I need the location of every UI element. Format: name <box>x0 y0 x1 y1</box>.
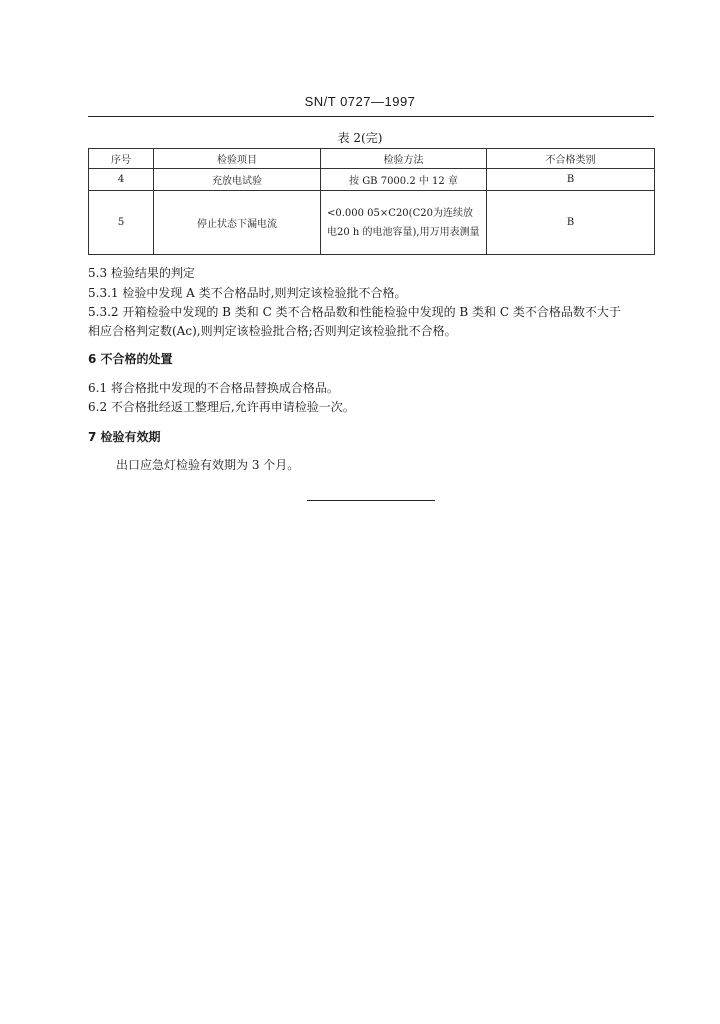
col-header-no: 序号 <box>89 149 154 169</box>
col-header-category: 不合格类别 <box>487 149 655 169</box>
clause-5-3-2-line1: 5.3.2 开箱检验中发现的 B 类和 C 类不合格品数和性能检验中发现的 B 类和 C 类不合格品数不大于 <box>88 305 621 319</box>
table-caption: 表 2(完) <box>337 131 383 145</box>
section-7-text: 出口应急灯检验有效期为 3 个月。 <box>116 458 300 472</box>
table-row <box>89 169 655 191</box>
table-header-row <box>89 149 655 169</box>
cell-no: 5 <box>89 191 154 255</box>
cell-method: 按 GB 7000.2 中 12 章 <box>321 169 487 191</box>
clause-6-2: 6.2 不合格批经返工整理后,允许再申请检验一次。 <box>88 400 355 414</box>
cell-no: 4 <box>89 169 154 191</box>
cell-item: 停止状态下漏电流 <box>154 191 321 255</box>
section-7-heading: 7 检验有效期 <box>88 430 161 444</box>
cell-method: <0.000 05×C20(C20为连续放电20 h 的电池容量),用万用表测量 <box>321 191 487 255</box>
col-header-item: 检验项目 <box>154 149 321 169</box>
inspection-table <box>88 148 655 255</box>
cell-category: B <box>487 191 655 255</box>
section-6-heading: 6 不合格的处置 <box>88 352 173 366</box>
clause-5-3-2-line2: 相应合格判定数(Ac),则判定该检验批合格;否则判定该检验批不合格。 <box>88 324 457 338</box>
table-row <box>89 191 655 255</box>
cell-item: 充放电试验 <box>154 169 321 191</box>
cell-category: B <box>487 169 655 191</box>
end-rule <box>307 500 435 501</box>
clause-5-3-1: 5.3.1 检验中发现 A 类不合格品时,则判定该检验批不合格。 <box>88 286 407 300</box>
document-number-header: SN/T 0727—1997 <box>304 94 416 109</box>
col-header-method: 检验方法 <box>321 149 487 169</box>
clause-6-1: 6.1 将合格批中发现的不合格品替换成合格品。 <box>88 381 339 395</box>
section-5-3-heading: 5.3 检验结果的判定 <box>88 266 195 280</box>
header-rule <box>88 116 654 117</box>
